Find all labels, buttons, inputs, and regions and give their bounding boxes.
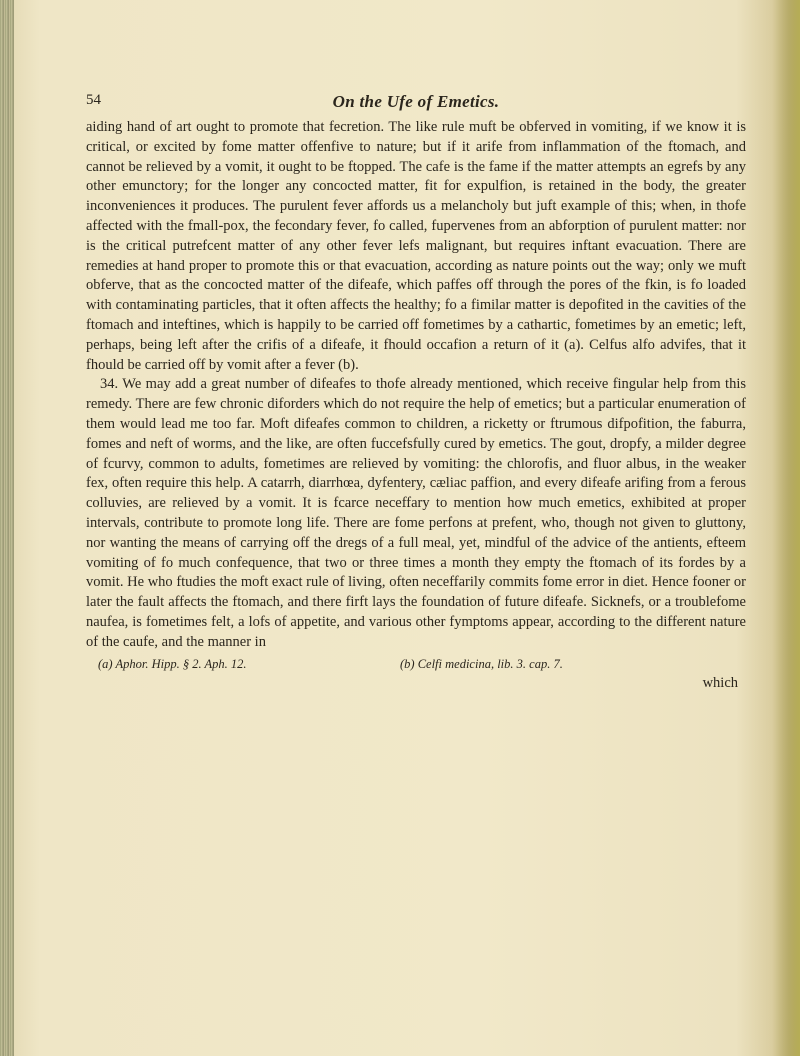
running-head (86, 92, 746, 118)
page-edge-discoloration (772, 0, 800, 1056)
page-content (86, 92, 746, 692)
body-text (86, 118, 746, 653)
paragraph-continuation: aiding hand of art ought to promote that fecretion. The like rule muft be obferved in vomiting, if we know it is critical, or excited by fome matter offenfive to nature; but if it arife from inflammation of the ftomach, and cannot be relieved by a vomit, it ought to be ftopped. The cafe is the fame if the matter attempts an egrefs by any other emunctory; for the longer any concocted matter, fit for expulfion, is retained in the body, the greater inconveniences it produces. The purulent fever affords us a melancholy but juft example of this; when, in thofe affected with the fmall-pox, the fecondary fever, fo called, fupervenes from an abforption of purulent matter: nor is the critical putrefcent matter of any other fever lefs malignant, but requires inftant evacuation. There are remedies at hand proper to promote this or that evacuation, according as nature points out the way; only we muft obferve, that as the concocted matter of the difeafe, which paffes off through the pores of the fkin, is fo loaded with contaminating particles, that it often affects the healthy; fo a fimilar matter is depofited in the cavities of the ftomach and inteftines, which is happily to be carried off fometimes by a cathartic, fometimes by an emetic; left, perhaps, being left after the crifis of a difeafe, it fhould occafion a return of it (a). Celfus alfo advifes, that it fhould be carried off by vomit after a fever (b). (86, 119, 746, 373)
paragraph-34: 34. We may add a great number of difeafes to thofe already mentioned, which receive fingular help from this remedy. There are few chronic diforders which do not require the help of emetics; but a particular enumeration of them would lead me too far. Moft difeafes common to children, a ricketty or ftrumous difpofition, the faburra, fomes and neft of worms, and the like, are often fuccefsfully cured by emetics. The gout, dropfy, a milder degree of fcurvy, common to adults, fometimes are relieved by vomiting: the chlorofis, and fluor albus, in the weaker fex, often require this help. A catarrh, diarrhœa, dyfentery, cæliac paffion, and every difeafe arifing from a ferous colluvies, are relieved by a vomit. It is fcarce neceffary to mention how much emetics, exhibited at proper intervals, contribute to promote long life. There are fome perfons at prefent, who, though not given to gluttony, nor wanting the means of carrying off the dregs of a full meal, yet, mindful of the advice of the antients, efteem vomiting of fo much confequence, that two or three times a month they empty the ftomach of its fordes by a vomit. He who ftudies the moft exact rule of living, often neceffarily commits fome error in diet. Hence fooner or later the fault affects the ftomach, and there firft lays the foundation of future difeafe. Sicknefs, or a troublefome naufea, is fometimes felt, a lofs of appetite, and various other fymptoms appear, according to the different nature of the caufe, and the manner in (86, 376, 746, 650)
running-title: On the Ufe of Emetics. (332, 92, 500, 111)
page-number: 54 (86, 92, 101, 108)
footnote-a: (a) Aphor. Hipp. § 2. Aph. 12. (98, 656, 247, 671)
catchword: which (702, 674, 738, 691)
footnotes (86, 657, 746, 675)
binding-gutter (0, 0, 14, 1056)
footnote-b: (b) Celfi medicina, lib. 3. cap. 7. (400, 656, 563, 671)
